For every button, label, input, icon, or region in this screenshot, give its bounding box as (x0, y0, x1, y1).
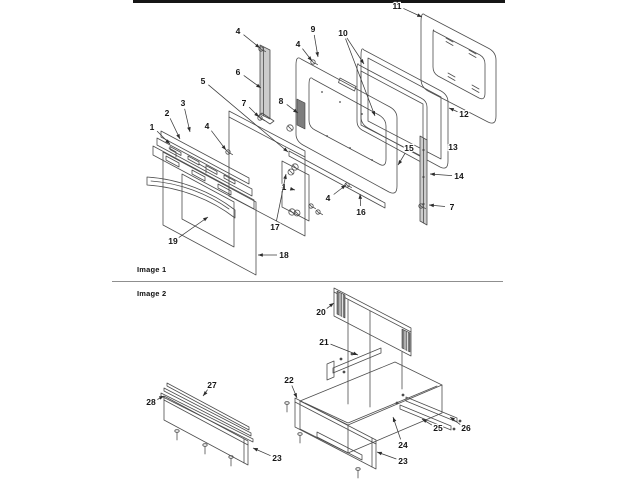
part-number-label: 4 (325, 193, 331, 203)
part-9-door-front-frame (296, 58, 397, 193)
part-20-back-panel (334, 288, 411, 356)
figure-1-caption: Image 1 (137, 265, 167, 274)
part-number-label: 24 (398, 440, 408, 450)
part-number-label: 26 (461, 423, 471, 433)
callout-arrowhead (202, 391, 208, 397)
callout-arrowhead (430, 172, 435, 176)
callout-arrowhead (448, 106, 454, 111)
part-22-23-drawer-front-right (295, 398, 376, 469)
callout-arrowhead (293, 393, 298, 399)
part-number-label: 13 (448, 142, 458, 152)
part-number-label: 8 (278, 96, 284, 106)
part-number-label: 3 (180, 98, 186, 108)
callout-leader-line (179, 217, 208, 238)
callout-arrowhead (283, 174, 288, 179)
callout-arrowhead (391, 416, 396, 422)
part-number-label: 23 (398, 456, 408, 466)
part-number-label: 5 (200, 76, 206, 86)
callout-arrowhead (176, 134, 181, 140)
callout-arrowhead (353, 352, 359, 357)
part-number-label: 15 (404, 143, 414, 153)
part-number-label: 4 (295, 39, 301, 49)
part-number-label: 4 (204, 121, 210, 131)
part-number-label: 27 (207, 380, 217, 390)
part-number-label: 18 (279, 250, 289, 260)
part-number-label: 21 (319, 337, 329, 347)
part-number-label: 17 (270, 222, 280, 232)
part-number-label: 2 (164, 108, 170, 118)
part-number-label: 10 (338, 28, 348, 38)
part-11-rear-frame (421, 14, 496, 123)
part-number-label: 20 (316, 307, 326, 317)
figure-2-caption: Image 2 (137, 289, 167, 298)
callout-arrowhead (429, 203, 434, 207)
part-number-label: 7 (449, 202, 455, 212)
callout-arrowhead (376, 450, 382, 455)
part-number-label: 11 (392, 1, 402, 11)
part-number-label: 4 (235, 26, 241, 36)
callout-arrowhead (258, 253, 263, 257)
part-27-vent-trim (161, 383, 253, 442)
part-14-side-trim-strip (420, 136, 427, 225)
part-number-label: 19 (168, 236, 178, 246)
callout-arrowhead (290, 187, 296, 192)
part-number-label: 25 (433, 423, 443, 433)
figure-1-artwork (147, 14, 496, 275)
part-number-label: 23 (272, 453, 282, 463)
callout-arrowhead (187, 127, 192, 133)
part-number-label: 7 (241, 98, 247, 108)
part-10-door-glass (357, 64, 427, 163)
part-number-label: 12 (459, 109, 469, 119)
part-number-label: 1 (149, 122, 155, 132)
figure-2-artwork (161, 288, 461, 478)
part-6-trim-strip (258, 45, 274, 124)
callout-arrowhead (358, 194, 362, 199)
part-number-label: 16 (356, 207, 366, 217)
part-number-label: 28 (146, 397, 156, 407)
part-number-label: 1 (281, 182, 287, 192)
callout-arrowhead (203, 216, 209, 222)
figure-2-callouts (146, 302, 471, 466)
part-number-label: 14 (454, 171, 464, 181)
part-number-label: 22 (284, 375, 294, 385)
part-number-label: 6 (235, 67, 241, 77)
callout-arrowhead (252, 446, 258, 451)
part-8-glass-spacer (297, 99, 305, 129)
part-number-label: 9 (310, 24, 316, 34)
